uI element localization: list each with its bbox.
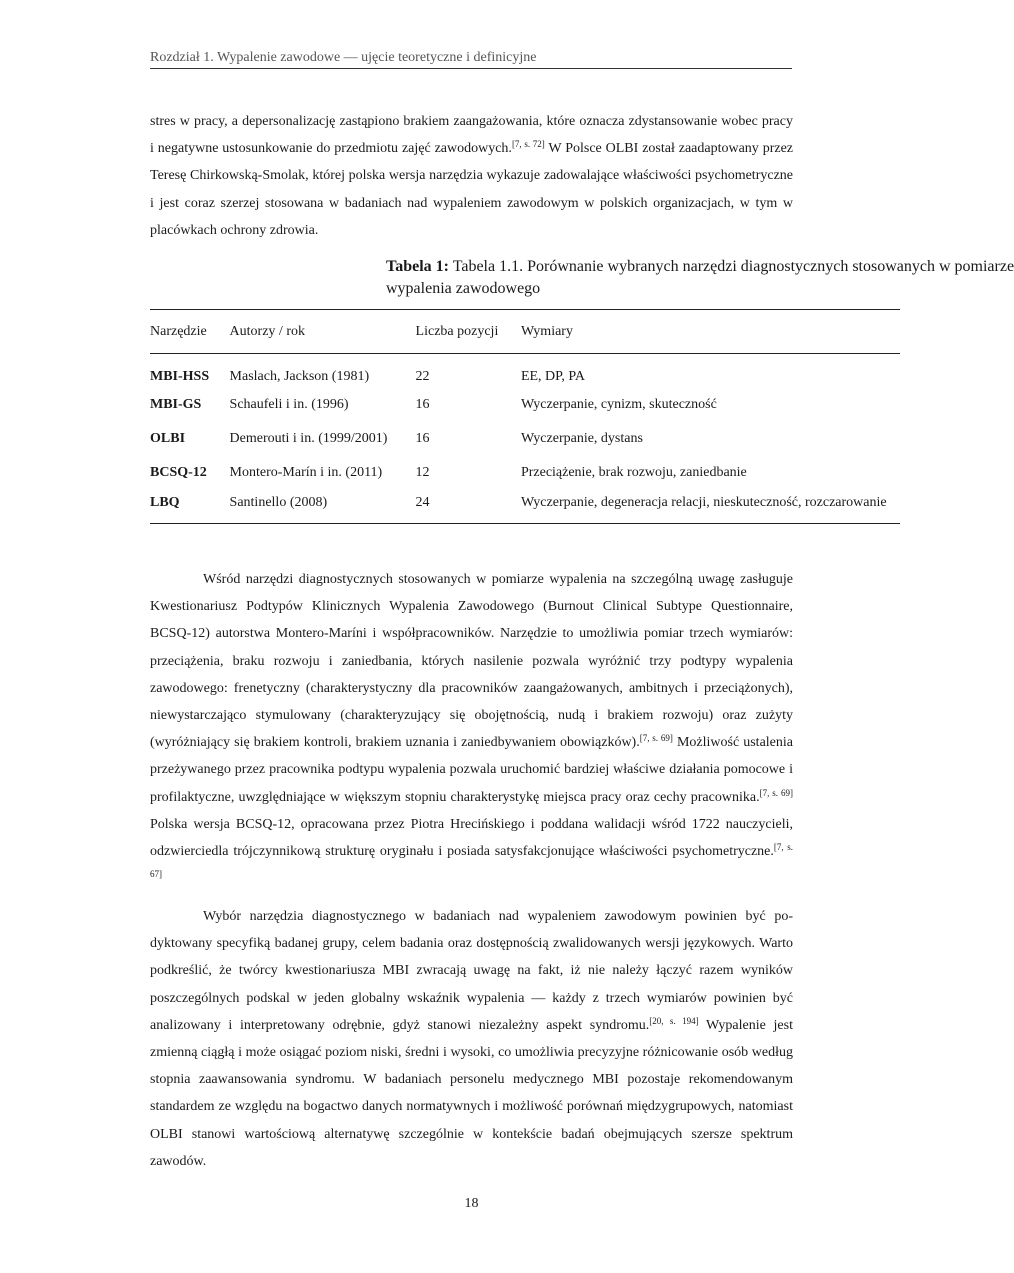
table-row — [150, 490, 900, 524]
table-row — [150, 354, 900, 388]
cell-item-count: 12 — [415, 464, 430, 480]
cell-dimensions: EE, DP, PA — [520, 368, 585, 384]
cell-item-count: 22 — [415, 368, 430, 384]
paragraph-3-text-a: Wybór narzędzia diagnostycznego w badaniach nad wypaleniem zawodowym powinien być podyktowany specyfiką badanej grupy, celem badania oraz dostępnością zwalidowanych wersji językowych. Warto podkreślić, że twórcy kwestionariusza MBI zwracają uwagę na fakt, iż nie należy łączyć razem wyników poszczególnych podskal w jeden globalny wskaźnik wypalenia — każdy z trzech wymiarów powinien być analizowany i interpretowany odrębnie, gdyż stanowi niezależny aspekt syndromu. — [150, 909, 793, 1033]
paragraph-3-text-b: Wypalenie jest zmienną ciągłą i może osiągać poziom niski, średni i wysoki, co umożliwia precyzyjne różnicowanie osób według stopnia zaawansowania syndromu. W badaniach personelu medycznego MBI pozostaje rekomendowanym standardem ze względu na bogactwo danych normatywnych i możliwość porównań międzygrupowych, natomiast OLBI stanowi wartościową alternatywę szczególnie w kontekście badań obejmujących szersze spektrum zawodów. — [150, 1017, 793, 1169]
cell-dimensions: Przeciążenie, brak rozwoju, zaniedbanie — [520, 464, 747, 480]
cell-tool: MBI-GS — [150, 396, 202, 412]
table-caption-line-1: Tabela 1.1. Porównanie wybranych narzędzi diagnostycznych stosowanych w pomiarze — [448, 258, 1014, 275]
paragraph-1 — [150, 108, 793, 244]
paragraph-1-text-b: W Polsce OLBI został zaadaptowany przez Teresę Chirkowską-Smolak, której polska wersja narzędzia wykazuje zadowalające właściwości psychometryczne i jest coraz szerzej stosowana w badaniach nad wypaleniem zawodowym w polskich organizacjach, w tym w placówkach ochrony zdrowia. — [150, 141, 793, 238]
comparison-table — [150, 309, 900, 524]
cell-authors: Demerouti i in. (1999/2001) — [229, 430, 388, 446]
paragraph-3 — [150, 903, 793, 1175]
cell-authors: Schaufeli i in. (1996) — [229, 396, 349, 412]
citation: [7, s. 69] — [759, 787, 793, 798]
cell-authors: Montero-Marín i in. (2011) — [229, 464, 383, 480]
comparison-table-wrapper — [150, 309, 900, 524]
cell-authors: Maslach, Jackson (1981) — [229, 368, 370, 384]
paragraph-1-text-a: stres w pracy, a depersonalizację zastąpiono brakiem zaangażowania, które oznacza zdystansowanie wobec pracy i negatywne ustosunkowanie do przedmiotu zajęć zawodowych. — [150, 114, 793, 157]
cell-dimensions: Wyczerpanie, degeneracja relacji, nieskuteczność, rozczarowanie — [520, 495, 887, 511]
paragraph-2-text-b: Możliwość ustalenia przeżywanego przez pracownika podtypu wypalenia pozwala uruchomić bardziej właściwe działania pomocowe i profilaktyczne, uwzględniające w większym stopniu charakterystykę miejsca pracy oraz cechy pracownika. — [150, 735, 793, 805]
table-row — [150, 456, 900, 490]
table-caption-label: Tabela 1: — [386, 258, 449, 275]
cell-item-count: 16 — [415, 396, 430, 412]
cell-tool: OLBI — [150, 430, 186, 446]
page-number: 18 — [464, 1196, 479, 1211]
table-header-row — [150, 310, 900, 354]
cell-tool: BCSQ-12 — [150, 464, 207, 480]
cell-item-count: 24 — [415, 495, 430, 511]
table-row — [150, 388, 900, 422]
paragraph-2-text-c: Polska wersja BCSQ-12, opracowana przez Piotra Hrecińskiego i poddana walidacji wśród 1722 nauczycieli, odzwierciedla trójczynnikową strukturę oryginału i posiada satysfakcjonujące właściwości psychometryczne. — [150, 816, 793, 860]
column-header-tool: Narzędzie — [150, 323, 207, 339]
running-header: Rozdział 1. Wypalenie zawodowe — ujęcie teoretyczne i definicyjne — [150, 50, 792, 69]
citation: [7, s. 69] — [639, 733, 673, 744]
cell-dimensions: Wyczerpanie, dystans — [520, 430, 643, 446]
citation: [20, s. 194] — [649, 1015, 699, 1026]
citation: [7, s. 72] — [511, 139, 545, 150]
cell-tool: LBQ — [150, 495, 180, 511]
cell-tool: MBI-HSS — [150, 368, 210, 384]
paragraph-2 — [150, 566, 793, 892]
cell-dimensions: Wyczerpanie, cynizm, skuteczność — [520, 396, 717, 412]
paragraph-2-text-a: Wśród narzędzi diagnostycznych stosowanych w pomiarze wypalenia na szczególną uwagę zasługuje Kwestionariusz Podtypów Klinicznych Wypalenia Zawodowego (Burnout Clinical Subtype Questionnaire, BCSQ-12) autorstwa Montero-Maríni i współpracowników. Narzędzie to umożliwia pomiar trzech wymiarów: przeciążenia, braku rozwoju i zaniedbania, których nasilenie pozwala wyróżnić trzy podtypy wypalenia zawodowego: frenetyczny (charakterystyczny dla pracowników zaangażowanych, ambitnych i przeciążonych), niewystarczająco stymulowany (charakteryzujący się obojętnością, nudą i brakiem rozwoju) oraz zużyty (wyróżniający się brakiem kontroli, brakiem uznania i zaniedbywaniem obowiązków). — [150, 572, 793, 751]
cell-item-count: 16 — [415, 430, 430, 446]
column-header-dimensions: Wymiary — [520, 323, 573, 339]
table-row — [150, 422, 900, 456]
cell-authors: Santinello (2008) — [229, 495, 328, 511]
table-caption — [386, 256, 1014, 300]
citation: [7, s. 67] — [150, 842, 793, 880]
table-caption-line-2: wypalenia zawodowego — [386, 280, 541, 297]
column-header-authors: Autorzy / rok — [229, 323, 305, 339]
column-header-item-count: Liczba pozycji — [415, 323, 499, 339]
